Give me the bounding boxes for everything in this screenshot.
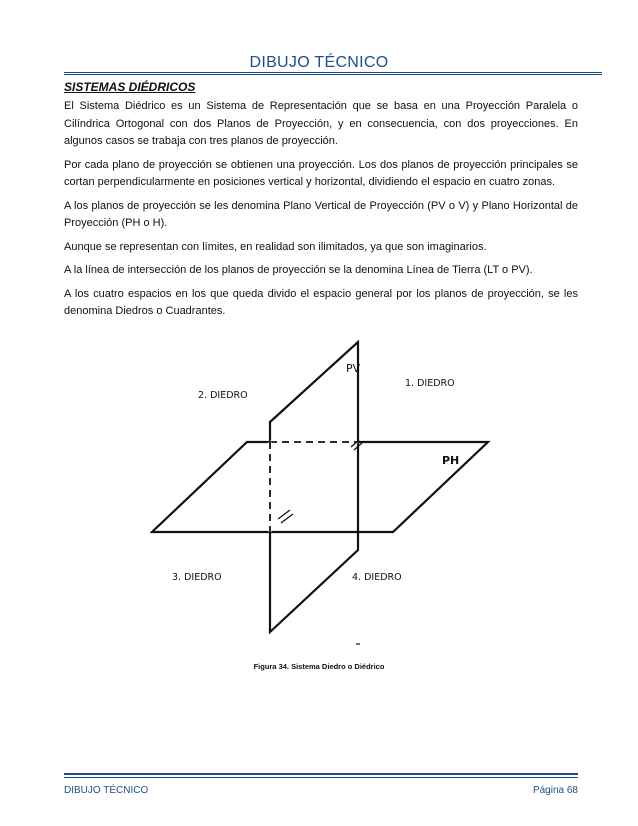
footer-title: DIBUJO TÉCNICO xyxy=(64,785,149,796)
footer-rule xyxy=(64,773,578,775)
label-pv: PV xyxy=(346,362,361,375)
label-diedro-4: 4. DIEDRO xyxy=(352,572,402,583)
dihedral-figure xyxy=(150,340,510,655)
section-title: SISTEMAS DIÉDRICOS xyxy=(64,80,196,94)
paragraph-5: A la línea de intersección de los planos de proyección se la denomina Línea de Tierra (LT o PV). xyxy=(64,264,533,276)
paragraph-1: El Sistema Diédrico es un Sistema de Representación que se basa en una Proyección Paralela o Cilíndrica Ortogonal con dos Planos de Proyección, y en consecuencia, con dos proyecciones. En algunos casos se trabaja con tres planos de proyección. xyxy=(64,100,578,147)
header-rule xyxy=(64,72,602,73)
label-ph: PH xyxy=(442,454,460,467)
paragraph-3: A los planos de proyección se les denomina Plano Vertical de Proyección (PV o V) y Plano Horizontal de Proyección (PH o H). xyxy=(64,199,578,229)
label-diedro-2: 2. DIEDRO xyxy=(198,390,248,401)
dihedral-diagram xyxy=(150,340,510,655)
body-text xyxy=(64,98,578,327)
label-diedro-1: 1. DIEDRO xyxy=(405,378,455,389)
footer-rule-secondary xyxy=(64,777,578,778)
paragraph-2: Por cada plano de proyección se obtienen una proyección. Los dos planos de proyección principales se cortan perpendicularmente en posiciones vertical y horizontal, dividiendo el espacio en cuatro zonas. xyxy=(64,158,578,188)
header-rule-secondary xyxy=(64,74,602,75)
page-number: Página 68 xyxy=(532,785,578,796)
horizontal-plane xyxy=(152,442,488,532)
figure-caption: Figura 34. Sistema Diedro o Diédrico xyxy=(253,662,385,671)
paragraph-4: Aunque se representan con límites, en realidad son ilimitados, ya que son imaginarios. xyxy=(64,240,487,253)
page-header-title: DIBUJO TÉCNICO xyxy=(249,54,389,71)
paragraph-6: A los cuatro espacios en los que queda divido el espacio general por los planos de proyección, se les denomina Diedros o Cuadrantes. xyxy=(64,287,578,317)
vertical-plane xyxy=(270,342,358,632)
label-diedro-3: 3. DIEDRO xyxy=(172,572,222,583)
